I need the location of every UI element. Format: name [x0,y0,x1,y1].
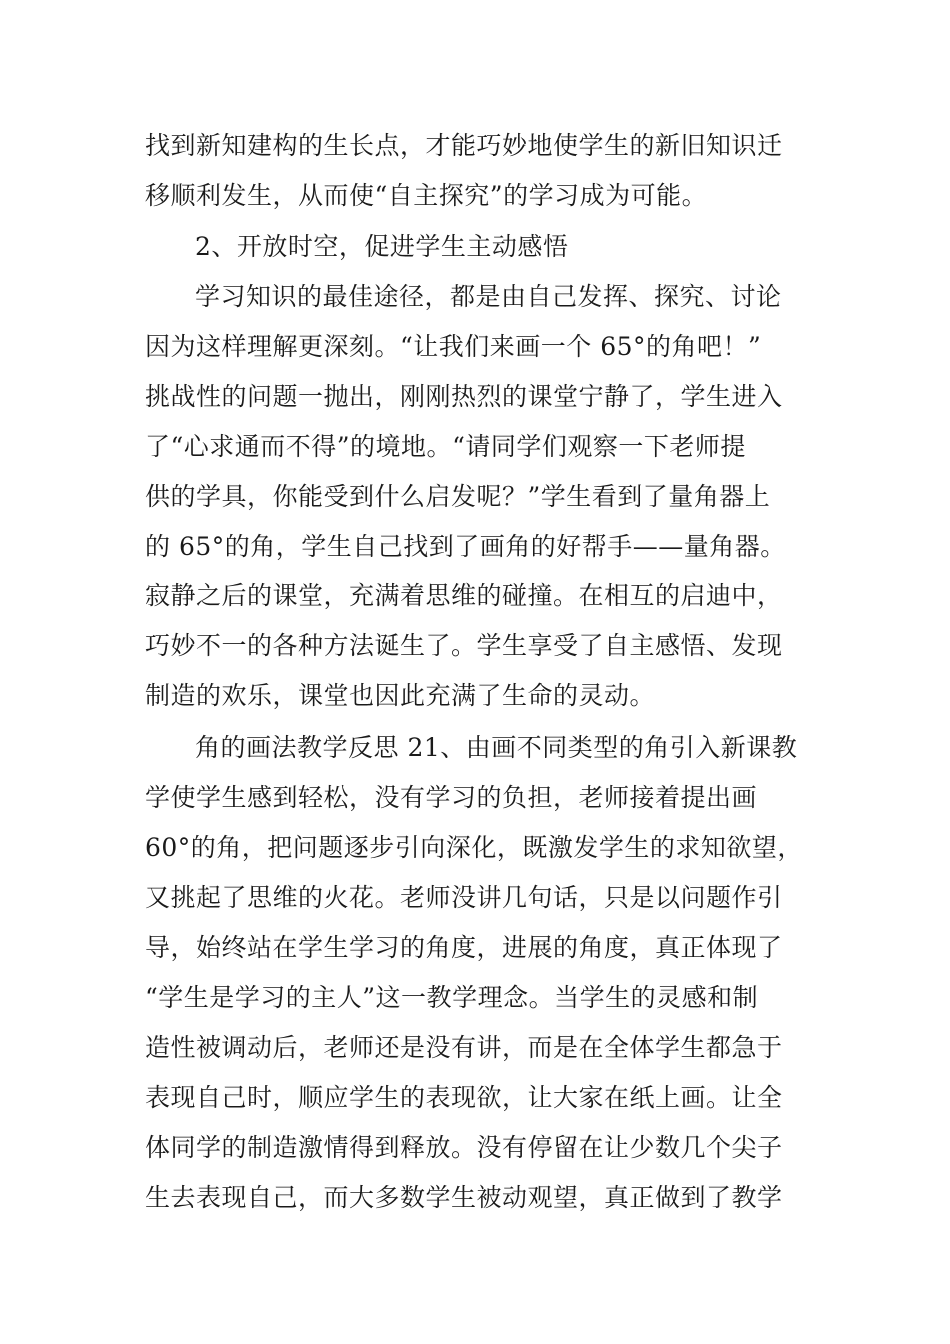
text-line: “学生是学习的主人”这一教学理念。当学生的灵感和制 [145,983,759,1012]
text-line: 找到新知建构的生长点，才能巧妙地使学生的新旧知识迁 [145,131,783,160]
text-line: 的 65°的角，学生自己找到了画角的好帮手——量角器。 [145,532,786,561]
section-heading: 2、开放时空，促进学生主动感悟 [195,232,569,261]
text-line: 寂静之后的课堂，充满着思维的碰撞。在相互的启迪中， [145,581,783,610]
text-line: 生去表现自己，而大多数学生被动观望，真正做到了教学 [145,1183,783,1212]
text-line: 60°的角，把问题逐步引向深化，既激发学生的求知欲望， [145,833,803,862]
text-line: 移顺利发生，从而使“自主探究”的学习成为可能。 [145,181,708,210]
text-line: 角的画法教学反思 21、由画不同类型的角引入新课教 [195,733,798,762]
text-line: 体同学的制造激情得到释放。没有停留在让少数几个尖子 [145,1133,783,1162]
text-line: 造性被调动后，老师还是没有讲，而是在全体学生都急于 [145,1033,783,1062]
text-line: 了“心求通而不得”的境地。“请同学们观察一下老师提 [145,432,746,461]
text-line: 供的学具，你能受到什么启发呢？”学生看到了量角器上 [145,482,771,511]
text-line: 学习知识的最佳途径，都是由自己发挥、探究、讨论 [195,282,782,311]
text-line: 又挑起了思维的火花。老师没讲几句话，只是以问题作引 [145,883,783,912]
text-line: 表现自己时，顺应学生的表现欲，让大家在纸上画。让全 [145,1083,783,1112]
text-line: 因为这样理解更深刻。“让我们来画一个 65°的角吧！” [145,332,762,361]
text-line: 制造的欢乐，课堂也因此充满了生命的灵动。 [145,681,656,710]
text-line: 导，始终站在学生学习的角度，进展的角度，真正体现了 [145,933,783,962]
text-line: 巧妙不一的各种方法诞生了。学生享受了自主感悟、发现 [145,631,783,660]
text-line: 挑战性的问题一抛出，刚刚热烈的课堂宁静了，学生进入 [145,382,783,411]
text-line: 学使学生感到轻松，没有学习的负担，老师接着提出画 [145,783,758,812]
